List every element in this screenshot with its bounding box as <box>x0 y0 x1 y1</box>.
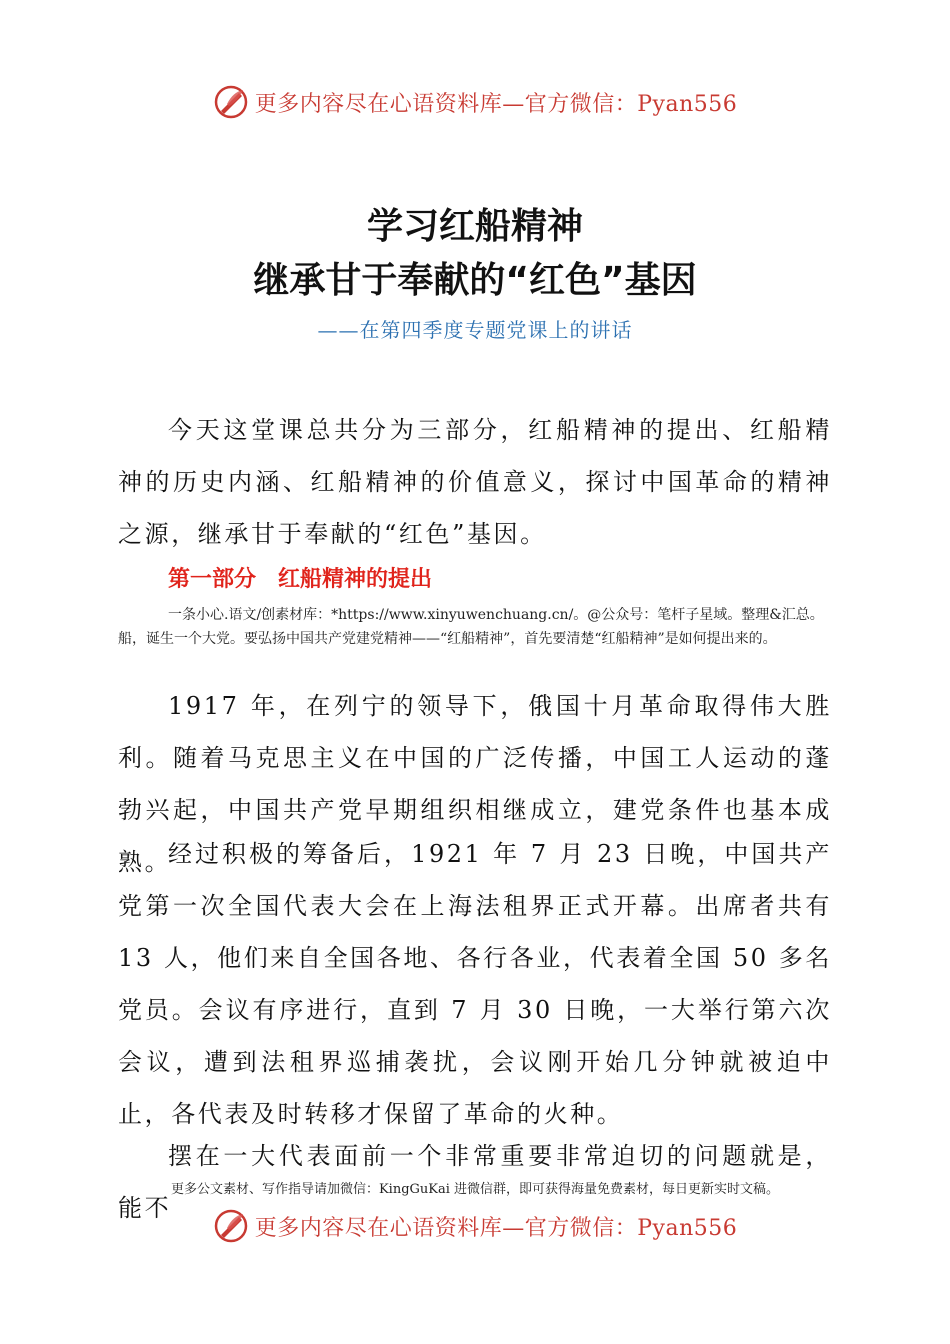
paragraph-1917: 1917 年，在列宁的领导下，俄国十月革命取得伟大胜利。随着马克思主义在中国的广泛传播，中国工人运动的蓬勃兴起，中国共产党早期组织相继成立，建党条件也基本成熟。 <box>118 692 832 876</box>
page-title-line2: 继承甘于奉献的“红色”基因 <box>253 260 697 301</box>
banner-separator: — <box>502 91 525 117</box>
banner-separator: — <box>502 1215 525 1241</box>
section-heading: 第一部分 红船精神的提出 <box>168 567 433 592</box>
bottom-banner <box>0 1206 950 1246</box>
page-title-line1: 学习红船精神 <box>366 206 583 247</box>
pen-feather-logo-icon <box>213 1208 249 1244</box>
banner-text <box>255 1211 738 1242</box>
footer-note: 更多公文素材、写作指导请加微信：KingGuKai 进微信群，即可获得海量免费素材，每日更新实时文稿。 <box>170 1182 780 1197</box>
paragraph-last: 摆在一大代表面前一个非常重要非常迫切的问题就是，能不 <box>118 1142 832 1222</box>
page-subtitle: ——在第四季度专题党课上的讲话 <box>317 318 633 342</box>
paragraph-1921: 经过积极的筹备后，1921 年 7 月 23 日晚，中国共产党第一次全国代表大会在上海法租界正式开幕。出席者共有 13 人，他们来自全国各地、各行各业，代表着全国 50 多名党员。会议有序进行，直到 7 月 30 日晚，一大举行第六次会议，遭到法租界巡捕袭扰，会议刚开始几分钟就被迫中止，各代表及时转移才保留了革命的火种。 <box>118 840 832 1128</box>
banner-prefix: 更多内容尽在心语资料库 <box>254 1215 503 1241</box>
banner-wechat: 官方微信：Pyan556 <box>524 1215 738 1241</box>
banner-text <box>255 87 738 118</box>
top-banner <box>0 82 950 122</box>
pen-feather-logo-icon <box>213 84 249 120</box>
section-note: 一条小心.语文/创素材库：*https://www.xinyuwenchuang.cn/。@公众号：笔杆子星域。整理&汇总。船，诞生一个大党。要弘扬中国共产党建党精神——“红船精神”，首先要清楚“红船精神”是如何提出来的。 <box>118 607 824 647</box>
banner-wechat: 官方微信：Pyan556 <box>524 91 738 117</box>
intro-paragraph: 今天这堂课总共分为三部分，红船精神的提出、红船精神的历史内涵、红船精神的价值意义，探讨中国革命的精神之源，继承甘于奉献的“红色”基因。 <box>118 416 832 548</box>
banner-prefix: 更多内容尽在心语资料库 <box>254 91 503 117</box>
